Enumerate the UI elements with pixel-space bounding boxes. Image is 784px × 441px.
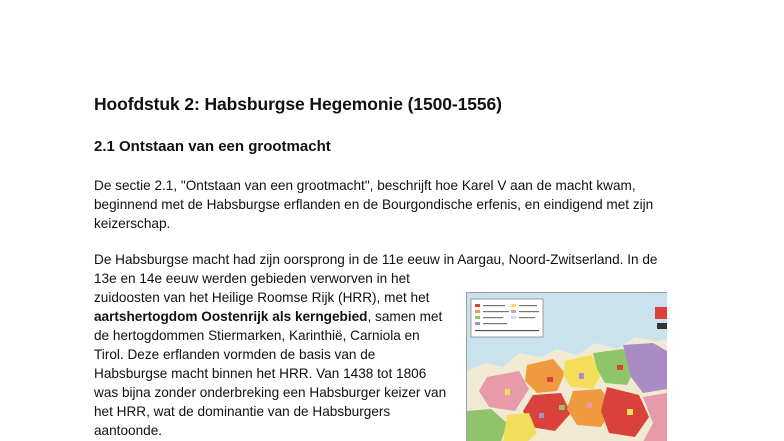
section-title: 2.1 Ontstaan van een grootmacht — [94, 138, 331, 155]
paragraph-line: De Habsburgse macht had zijn oorsprong in de 11e eeuw in Aargau, Noord-Zwitserland. In de — [94, 252, 658, 267]
bold-phrase: aartshertogdom Oostenrijk als kerngebied — [94, 309, 368, 324]
chapter-title: Hoofdstuk 2: Habsburgse Hegemonie (1500-1556) — [94, 94, 502, 114]
paragraph-line: De sectie 2.1, "Ontstaan van een grootmacht", beschrijft hoe Karel V aan de macht kwam, — [94, 178, 636, 193]
map-graphic — [467, 293, 667, 441]
paragraph-line: keizerschap. — [94, 216, 171, 231]
paragraph-line: 13e en 14e eeuw werden gebieden verworven in het — [94, 271, 410, 286]
historical-map-image — [466, 292, 667, 441]
paragraph-line: beginnend met de Habsburgse erflanden en de Bourgondische erfenis, en eindigend met zijn — [94, 197, 654, 212]
map-title-text-fragment — [657, 323, 667, 329]
paragraph-line: de hertogdommen Stiermarken, Karinthië, Carniola en — [94, 328, 420, 343]
paragraph-line: aantoonde. — [94, 423, 163, 438]
paragraph-line-rest: , samen met — [367, 309, 443, 324]
paragraph-line: Tirol. Deze erflanden vormden de basis van de — [94, 347, 376, 362]
paragraph-line: het HRR, wat de dominantie van de Habsburgers — [94, 404, 391, 419]
map-title-block — [655, 307, 667, 319]
paragraph-line: Habsburgse macht binnen het HRR. Van 1438 tot 1806 — [94, 366, 427, 381]
intro-paragraph — [94, 176, 653, 233]
paragraph-line: was bijna zonder onderbreking een Habsburger keizer van — [94, 385, 447, 400]
paragraph-line: zuidoosten van het Heilige Roomse Rijk (HRR), met het — [94, 290, 430, 305]
